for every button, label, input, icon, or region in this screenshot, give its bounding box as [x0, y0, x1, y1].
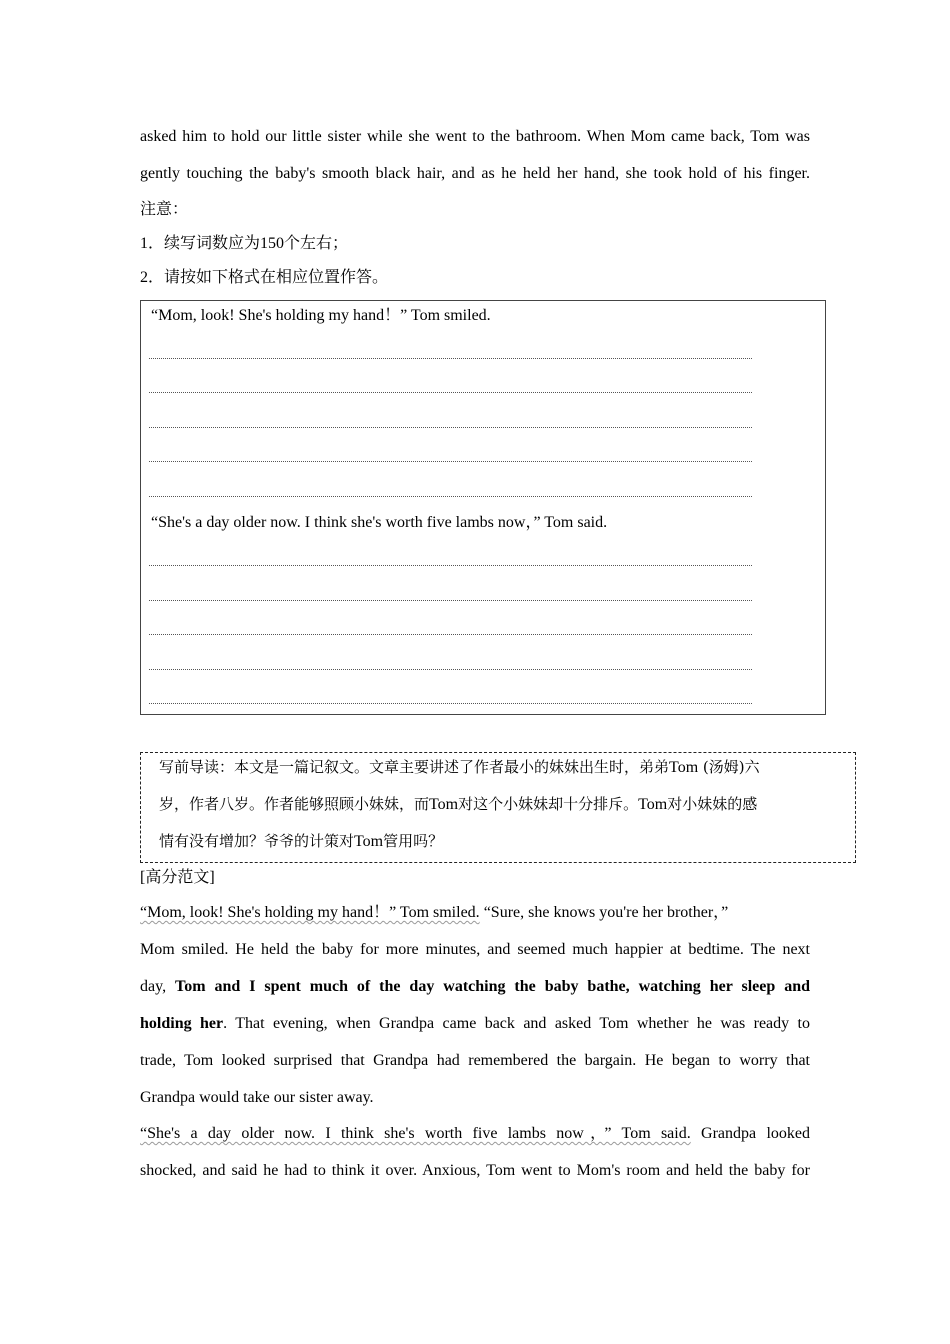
- model-line-3: day, Tom and I spent much of the day watching the baby bathe, watching her sleep and: [140, 978, 810, 995]
- model-line-7: “She's a day older now. I think she's worth five lambs now，” Tom said. Grandpa looked: [140, 1125, 810, 1142]
- answer-line[interactable]: [149, 461, 752, 462]
- intro-line-1: asked him to hold our little sister while she went to the bathroom. When Mom came back, Tom was: [140, 128, 810, 145]
- answer-line[interactable]: [149, 600, 752, 601]
- answer-line[interactable]: [149, 703, 752, 704]
- answer-line[interactable]: [149, 358, 752, 359]
- answer-line[interactable]: [149, 392, 752, 393]
- intro-line-2: gently touching the baby's smooth black hair, and as he held her hand, she took hold of his finger.: [140, 165, 810, 182]
- guide-label: 写前导读：: [159, 758, 235, 776]
- model-quote-2: “She's a day older now. I think she's worth five lambs now，” Tom said.: [140, 1125, 691, 1142]
- answer-box: [140, 300, 826, 715]
- model-line-1: “Mom, look! She's holding my hand！” Tom smiled. “Sure, she knows you're her brother，”: [140, 904, 729, 921]
- answer-prompt-1: “Mom, look! She's holding my hand！” Tom smiled.: [151, 307, 491, 324]
- answer-line[interactable]: [149, 496, 752, 497]
- model-line-8: shocked, and said he had to think it over. Anxious, Tom went to Mom's room and held the baby for: [140, 1162, 810, 1179]
- model-bold-sentence: Tom and I spent much of the day watching the baby bathe, watching her sleep and: [175, 978, 810, 995]
- answer-line[interactable]: [149, 669, 752, 670]
- model-heading: [高分范文]: [140, 869, 215, 886]
- notes-item-2: 2．请按如下格式在相应位置作答。: [140, 269, 389, 286]
- model-line-5: trade, Tom looked surprised that Grandpa had remembered the bargain. He began to worry that: [140, 1052, 810, 1069]
- guide-line-1: 写前导读：本文是一篇记叙文。文章主要讲述了作者最小的妹妹出生时，弟弟Tom (汤姆)六: [159, 758, 760, 776]
- answer-line[interactable]: [149, 634, 752, 635]
- model-line-2: Mom smiled. He held the baby for more minutes, and seemed much happier at bedtime. The next: [140, 941, 810, 958]
- answer-line[interactable]: [149, 565, 752, 566]
- answer-line[interactable]: [149, 427, 752, 428]
- guide-line-2: 岁，作者八岁。作者能够照顾小妹妹，而Tom对这个小妹妹却十分排斥。Tom对小妹妹的感: [159, 795, 758, 813]
- notes-item-1: 1．续写词数应为150个左右；: [140, 235, 349, 252]
- notes-heading: 注意：: [140, 201, 189, 218]
- model-line-4: holding her. That evening, when Grandpa came back and asked Tom whether he was ready to: [140, 1015, 810, 1032]
- reading-guide: [140, 752, 856, 863]
- model-line-6: Grandpa would take our sister away.: [140, 1089, 374, 1106]
- model-quote-1: “Mom, look! She's holding my hand！” Tom smiled.: [140, 904, 480, 921]
- answer-prompt-2: “She's a day older now. I think she's worth five lambs now，” Tom said.: [151, 514, 608, 531]
- guide-line-3: 情有没有增加？爷爷的计策对Tom管用吗？: [159, 832, 444, 850]
